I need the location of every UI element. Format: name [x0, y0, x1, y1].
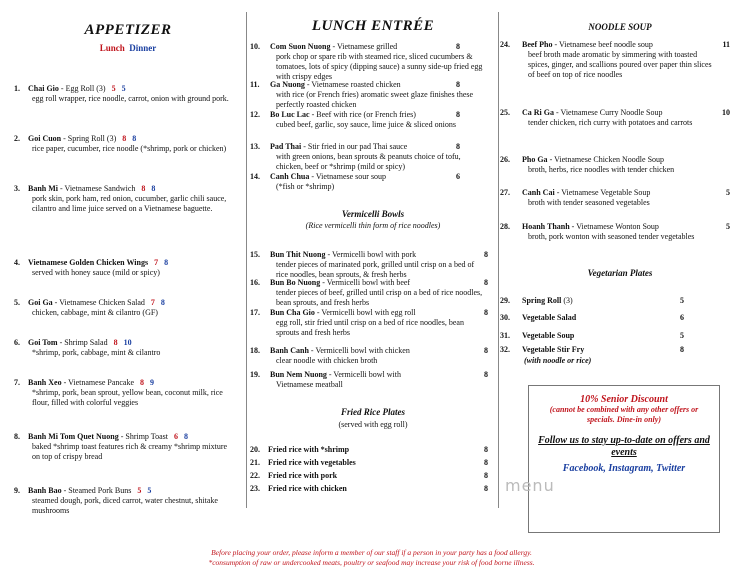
item-description: *shrimp, pork, cabbage, mint & cilantro [32, 348, 161, 357]
noodle-soup-title: NOODLE SOUP [588, 22, 652, 32]
item-price: 10 [722, 108, 730, 117]
item-name: Fried rice with pork [268, 471, 338, 480]
menu-item-heading [250, 42, 496, 52]
item-subtitle: - Egg Roll (3) [58, 84, 106, 93]
menu-item [14, 258, 242, 278]
item-number: 13. [250, 142, 260, 151]
item-price: 8 [484, 308, 488, 317]
item-description: egg roll wrapper, rice noodle, carrot, onion with ground pork. [32, 94, 229, 103]
allergy-notice: Before placing your order, please inform a member of our staff if a person in your party has a food allergy. [211, 548, 532, 557]
menu-item [14, 338, 242, 358]
item-name: Com Suon Nuong [270, 42, 331, 51]
item-name: Fried rice with vegetables [268, 458, 356, 467]
menu-item-heading [500, 188, 740, 198]
item-price: 8 [456, 42, 460, 51]
item-number: 24. [500, 40, 510, 49]
item-price: 8 [456, 80, 460, 89]
item-description: broth, herbs, rice noodles with tender chicken [528, 165, 675, 174]
item-description: broth with tender seasoned vegetables [528, 198, 650, 207]
vegetarian-title: Vegetarian Plates [587, 268, 653, 278]
menu-item [500, 296, 740, 306]
item-price: 8 [484, 370, 488, 379]
item-description: chicken, cabbage, mint & cilantro (GF) [32, 308, 158, 317]
menu-item-heading [500, 345, 740, 355]
menu-item-heading [14, 134, 242, 144]
fried-rice-title: Fried Rice Plates [341, 407, 405, 417]
dinner-price: 10 [123, 338, 132, 347]
item-number: 19. [250, 370, 260, 379]
menu-item-heading [250, 346, 496, 356]
item-price: 8 [484, 250, 488, 259]
item-number: 21. [250, 458, 260, 467]
item-subtitle: - Vietnamese Sandwich [58, 184, 136, 193]
menu-item [500, 108, 740, 128]
item-description: rice paper, cucumber, rice noodle (*shrimp, pork or chicken) [32, 144, 227, 153]
item-name: Ca Ri Ga [522, 108, 554, 117]
item-description: with rice (or French fries) aromatic sweet glaze finishes these perfectly roasted chicken [276, 90, 474, 109]
appetizer-title: APPETIZER [84, 22, 172, 38]
menu-item [250, 142, 496, 172]
item-number: 5. [14, 298, 20, 307]
menu-item [250, 172, 496, 192]
item-subtitle: - Shrimp Toast [118, 432, 168, 441]
menu-item [500, 155, 740, 175]
item-name: Spring Roll [522, 296, 562, 305]
item-name: Hoanh Thanh [522, 222, 570, 231]
menu-item [14, 184, 242, 214]
menu-item [250, 308, 496, 338]
item-description: broth, pork wonton with seasoned tender vegetables [528, 232, 695, 241]
item-name: Bun Thit Nuong [270, 250, 326, 259]
item-description: tender pieces of beef, grilled until crisp on a bed of rice noodles, bean sprouts, and fresh herbs [276, 288, 483, 307]
menu-item [500, 331, 740, 341]
menu-item-heading [250, 278, 496, 288]
item-subtitle: - Vermicelli bowl with pork [325, 250, 417, 259]
menu-item-heading [500, 313, 740, 323]
item-number: 12. [250, 110, 260, 119]
menu-item-heading [14, 298, 242, 308]
menu-item [14, 378, 242, 408]
menu-item [14, 84, 242, 104]
social-links[interactable]: Facebook, Instagram, Twitter [562, 463, 686, 474]
vermicelli-title: Vermicelli Bowls [341, 209, 405, 219]
lunch-entree-title: LUNCH ENTRÉE [311, 18, 435, 34]
item-subtitle: - Vietnamese Pancake [61, 378, 135, 387]
item-description: with green onions, bean sprouts & peanuts choice of tofu, chicken, beef or *shrimp (mild or spicy) [276, 152, 461, 171]
item-number: 15. [250, 250, 260, 259]
item-name: Banh Canh [270, 346, 309, 355]
lunch-price: 5 [111, 84, 116, 93]
menu-item [250, 42, 496, 82]
lunch-price: 8 [113, 338, 118, 347]
item-price: 5 [726, 222, 730, 231]
item-description: baked *shrimp toast features rich & creamy *shrimp mixture on top of crispy bread [32, 442, 228, 461]
menu-item [500, 222, 740, 242]
item-price: 5 [680, 296, 684, 305]
menu-item [500, 345, 740, 355]
item-name: Vegetable Salad [522, 313, 577, 322]
menu-item-heading [14, 378, 242, 388]
item-description: clear noodle with chicken broth [276, 356, 378, 365]
item-number: 28. [500, 222, 510, 231]
lunch-price: 7 [150, 298, 155, 307]
item-subtitle: - Vietnamese Wonton Soup [569, 222, 659, 231]
menu-item-heading [14, 184, 242, 194]
item-number: 3. [14, 184, 20, 193]
item-name: Vietnamese Golden Chicken Wings [28, 258, 149, 267]
item-name: Pad Thai [270, 142, 302, 151]
item-description: *shrimp, pork, bean sprout, yellow bean, coconut milk, rice flour, filled with colorful veggies [32, 388, 223, 407]
item-number: 31. [500, 331, 510, 340]
item-number: 10. [250, 42, 260, 51]
item-number: 16. [250, 278, 260, 287]
menu-item [250, 278, 496, 308]
menu-item [14, 432, 242, 462]
item-price: 8 [484, 458, 488, 467]
item-name: Canh Cai [522, 188, 555, 197]
menu-item [250, 471, 496, 481]
menu-item-heading [250, 142, 496, 152]
menu-item [250, 80, 496, 110]
item-subtitle: - Vietnamese sour soup [309, 172, 387, 181]
item-subtitle: - Vermicelli bowl with beef [320, 278, 411, 287]
item-subtitle: - Vietnamese grilled [330, 42, 398, 51]
item-name: Bun Nem Nuong [270, 370, 327, 379]
item-number: 22. [250, 471, 260, 480]
menu-item [500, 188, 740, 208]
item-name: Chai Gio [28, 84, 59, 93]
item-subtitle: - Stir fried in our pad Thai sauce [301, 142, 408, 151]
item-name: Goi Tom [28, 338, 58, 347]
price-legend [14, 43, 242, 53]
item-price: 6 [680, 313, 684, 322]
lunch-price: 8 [122, 134, 127, 143]
menu-item [250, 445, 496, 455]
menu-item-heading [14, 84, 242, 94]
item-name: Fried rice with chicken [268, 484, 347, 493]
stir-fry-note: (with noodle or rice) [524, 356, 592, 365]
item-subtitle: - Vietnamese roasted chicken [304, 80, 401, 89]
menu-item [250, 110, 496, 130]
item-description: pork chop or spare rib with steamed rice, sliced cucumbers & tomatoes, lots of spicy (dipping sauce) a sunny side-up fried egg with crispy edges [276, 52, 483, 81]
item-name: Banh Mi Tom Quet Nuong [28, 432, 119, 441]
item-subtitle: - Vermicelli bowl with egg roll [314, 308, 416, 317]
item-number: 2. [14, 134, 20, 143]
menu-item [250, 370, 496, 390]
dinner-price: 8 [151, 184, 156, 193]
item-subtitle: - Steamed Pork Buns [61, 486, 132, 495]
item-number: 26. [500, 155, 510, 164]
item-name: Vegetable Soup [522, 331, 575, 340]
dinner-price: 8 [164, 258, 169, 267]
item-name: Bun Bo Nuong [270, 278, 321, 287]
menu-item [250, 250, 496, 280]
senior-discount: 10% Senior Discount [580, 394, 668, 405]
item-description: beef broth made aromatic by simmering with toasted spices, ginger, and scallions poured over paper thin slices of beef on top of rice noodles [528, 50, 712, 79]
item-number: 20. [250, 445, 260, 454]
menu-item-heading [14, 432, 242, 442]
item-description: (*fish or *shrimp) [276, 182, 335, 191]
lunch-price: 6 [174, 432, 178, 441]
menu-item [500, 40, 740, 80]
column-divider [498, 12, 499, 508]
menu-item-heading [14, 338, 242, 348]
menu-item-heading [250, 445, 496, 455]
item-subtitle: - Beef with rice (or French fries) [309, 110, 416, 119]
item-subtitle: - Shrimp Salad [57, 338, 108, 347]
item-price: 5 [680, 331, 684, 340]
follow-us-text: Follow us to stay up-to-date on offers and events [538, 435, 710, 458]
item-price: 8 [680, 345, 684, 354]
menu-item-heading [250, 471, 496, 481]
menu-item-heading [250, 250, 496, 260]
menu-item [250, 484, 496, 494]
item-number: 8. [14, 432, 20, 441]
item-price: 8 [456, 142, 460, 151]
menu-item [14, 486, 242, 516]
item-subtitle: - Vermicelli bowl with chicken [308, 346, 410, 355]
item-price: 6 [456, 172, 460, 181]
item-name: Bo Luc Lac [270, 110, 310, 119]
menu-item-heading [250, 172, 496, 182]
item-subtitle: - Vietnamese Vegetable Soup [554, 188, 651, 197]
item-description: tender chicken, rich curry with potatoes and carrots [528, 118, 693, 127]
item-name: Pho Ga [522, 155, 548, 164]
menu-item-heading [250, 370, 496, 380]
fried-rice-subtitle: (served with egg roll) [338, 420, 408, 429]
menu-item [250, 458, 496, 468]
dinner-price: 8 [184, 432, 188, 441]
item-number: 23. [250, 484, 260, 493]
menu-item-heading [250, 110, 496, 120]
item-subtitle: (3) [561, 296, 573, 305]
lunch-price: 5 [137, 486, 142, 495]
vermicelli-subtitle: (Rice vermicelli thin form of rice noodles) [305, 221, 441, 230]
item-number: 11. [250, 80, 260, 89]
item-name: Banh Mi [28, 184, 59, 193]
menu-item [500, 313, 740, 323]
item-description: served with honey sauce (mild or spicy) [32, 268, 160, 277]
legend-lunch: Lunch [99, 43, 125, 53]
item-name: Goi Cuon [28, 134, 62, 143]
item-name: Bun Cha Gio [270, 308, 315, 317]
menu-item-heading [14, 258, 242, 268]
dinner-price: 5 [121, 84, 126, 93]
item-number: 17. [250, 308, 260, 317]
item-number: 14. [250, 172, 260, 181]
item-number: 7. [14, 378, 20, 387]
menu-item-heading [250, 458, 496, 468]
item-price: 8 [484, 471, 488, 480]
item-price: 8 [484, 445, 488, 454]
item-name: Ga Nuong [270, 80, 305, 89]
item-number: 9. [14, 486, 20, 495]
legend-dinner: Dinner [129, 43, 157, 53]
item-description: pork skin, pork ham, red onion, cucumber, garlic chili sauce, cilantro and lime juice served on a Vietnamese baguette. [32, 194, 227, 213]
menu-item [14, 298, 242, 318]
item-number: 18. [250, 346, 260, 355]
menu-item-heading [500, 108, 740, 118]
menu-item-heading [250, 484, 496, 494]
item-number: 4. [14, 258, 20, 267]
item-price: 11 [722, 40, 730, 49]
menu-item-heading [250, 308, 496, 318]
menu-item-heading [14, 486, 242, 496]
item-description: tender pieces of marinated pork, grilled until crisp on a bed of rice noodles, bean sprouts, & fresh herbs [276, 260, 475, 279]
item-subtitle: - Vietnamese Chicken Salad [52, 298, 145, 307]
menu-item [14, 134, 242, 154]
watermark-logo: menu [505, 476, 555, 495]
item-subtitle: - Vietnamese Curry Noodle Soup [554, 108, 663, 117]
menu-item-heading [500, 40, 740, 50]
item-number: 1. [14, 84, 20, 93]
item-name: Goi Ga [28, 298, 53, 307]
item-number: 25. [500, 108, 510, 117]
item-description: Vietnamese meatball [276, 380, 343, 389]
item-description: cubed beef, garlic, soy sauce, lime juice & sliced onions [276, 120, 456, 129]
item-price: 8 [456, 110, 460, 119]
dinner-price: 9 [150, 378, 155, 387]
menu-item [250, 346, 496, 366]
item-name: Vegetable Stir Fry [522, 345, 585, 354]
item-name: Beef Pho [522, 40, 553, 49]
item-subtitle: - Spring Roll (3) [61, 134, 117, 143]
menu-item-heading [250, 80, 496, 90]
menu-item-heading [500, 155, 740, 165]
dinner-price: 8 [160, 298, 165, 307]
item-description: egg roll, stir fried until crisp on a bed of rice noodles, bean sprouts and fresh herbs [276, 318, 464, 337]
item-number: 29. [500, 296, 510, 305]
item-price: 5 [726, 188, 730, 197]
lunch-price: 8 [141, 184, 146, 193]
item-name: Fried rice with *shrimp [268, 445, 350, 454]
item-subtitle: - Vermicelli bowl with [326, 370, 401, 379]
item-number: 6. [14, 338, 20, 347]
consumption-warning: *consumption of raw or undercooked meats, poultry or seafood may increase your risk of food borne illness. [208, 558, 535, 567]
item-price: 8 [484, 278, 488, 287]
item-price: 8 [484, 346, 488, 355]
lunch-price: 8 [140, 378, 145, 387]
item-price: 8 [484, 484, 488, 493]
lunch-price: 7 [154, 258, 159, 267]
promo-box [528, 385, 720, 533]
dinner-price: 5 [147, 486, 152, 495]
item-description: steamed dough, pork, diced carrot, water chestnut, shitake mushrooms [32, 496, 218, 515]
item-subtitle: - Vietnamese Chicken Noodle Soup [547, 155, 665, 164]
menu-item-heading [500, 331, 740, 341]
item-subtitle: - Vietnamese beef noodle soup [552, 40, 653, 49]
menu-item-heading [500, 296, 740, 306]
dinner-price: 8 [132, 134, 137, 143]
column-divider [246, 12, 247, 508]
menu-item-heading [500, 222, 740, 232]
item-name: Banh Bao [28, 486, 62, 495]
item-name: Banh Xeo [28, 378, 62, 387]
item-number: 27. [500, 188, 510, 197]
item-number: 30. [500, 313, 510, 322]
item-name: Canh Chua [270, 172, 310, 181]
discount-note: (cannot be combined with any other offers or specials. Dine-in only) [549, 405, 699, 424]
item-number: 32. [500, 345, 510, 354]
